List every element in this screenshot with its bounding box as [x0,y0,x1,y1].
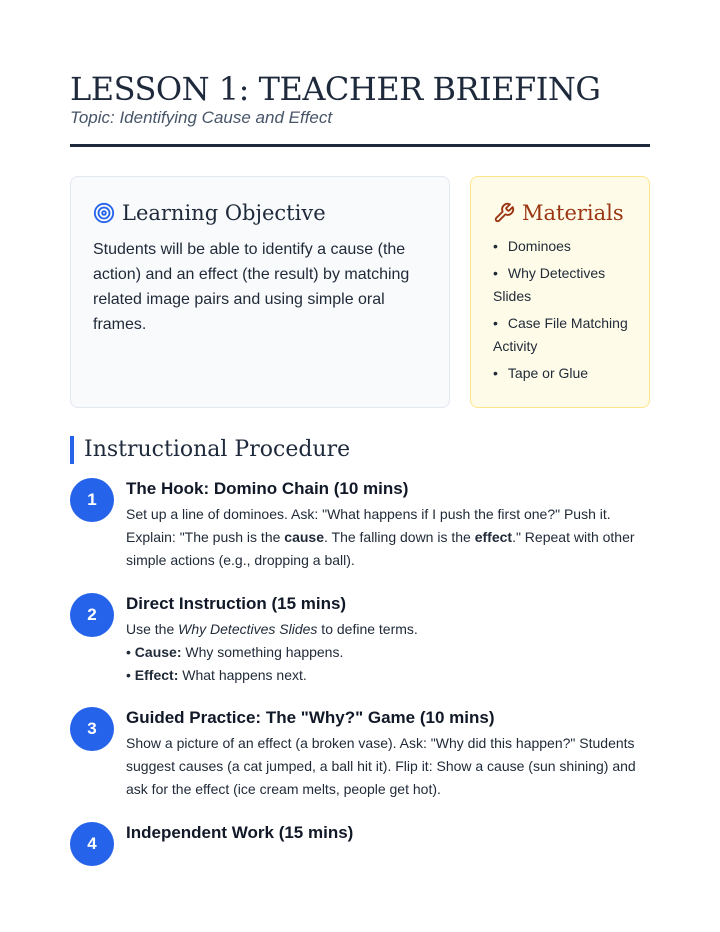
target-icon [93,202,115,224]
procedure-heading: Instructional Procedure [70,436,350,464]
step-number-badge: 4 [70,822,114,866]
page-subtitle: Topic: Identifying Cause and Effect [70,108,333,127]
step-text-part: . The falling down is the [323,529,475,545]
bullet-marker: • [126,644,131,660]
page-title: LESSON 1: TEACHER BRIEFING [70,70,601,108]
materials-item: • Dominoes [493,235,633,258]
step-body [126,593,650,687]
wrench-icon [493,202,515,224]
step-title: Independent Work (15 mins) [126,823,354,842]
effect-term: effect [474,529,513,545]
step-text-part: ." Repeat with other simple actions (e.g., dropping a ball). [126,529,635,568]
learning-objective-card [70,176,450,408]
step-title: Guided Practice: The "Why?" Game (10 mins) [126,708,495,727]
step-text-part: to define terms. [317,621,418,637]
step-description: Show a picture of an effect (a broken vase). Ask: "Why did this happen?" Students suggest causes (a cat jumped, a ball hit it). Flip it: Show a cause (sun shining) and ask for the effect (ice cream melts, people get hot). [126,735,636,797]
step-title: Direct Instruction (15 mins) [126,594,347,613]
step-description [126,618,650,641]
materials-item: • Case File Matching Activity [493,312,633,358]
step-body [126,478,650,572]
materials-card [470,176,650,408]
cause-term: cause [284,529,324,545]
definition-cause [126,641,650,664]
step-number-badge: 2 [70,593,114,637]
definition-effect [126,664,650,687]
definition-term: Effect: [134,667,179,683]
step-number-badge: 1 [70,478,114,522]
learning-objective-text: Students will be able to identify a cause (the action) and an effect (the result) by matching related image pairs and using simple oral frames. [93,241,410,333]
step-text-part: Use the [126,621,179,637]
bullet-marker: • [126,667,131,683]
slides-reference: Why Detectives Slides [178,621,318,637]
materials-list [493,235,633,389]
learning-objective-heading: Learning Objective [122,201,326,225]
materials-item: • Tape or Glue [493,362,633,385]
step-title: The Hook: Domino Chain (10 mins) [126,479,409,498]
step-body [126,822,650,847]
materials-item: • Why Detectives Slides [493,262,633,308]
definition-text: Why something happens. [185,644,344,660]
step-text-part: Set up a line of dominoes. Ask: "What happens if I push the first one?" Push it. Explain: "The push is the [126,506,611,545]
header-divider [70,144,650,147]
materials-heading-row [493,201,624,225]
materials-heading: Materials [522,201,624,225]
definition-text: What happens next. [182,667,307,683]
definition-term: Cause: [134,644,182,660]
step-body [126,707,650,801]
learning-objective-heading-row [93,201,326,225]
step-number-badge: 3 [70,707,114,751]
step-description [126,503,650,572]
